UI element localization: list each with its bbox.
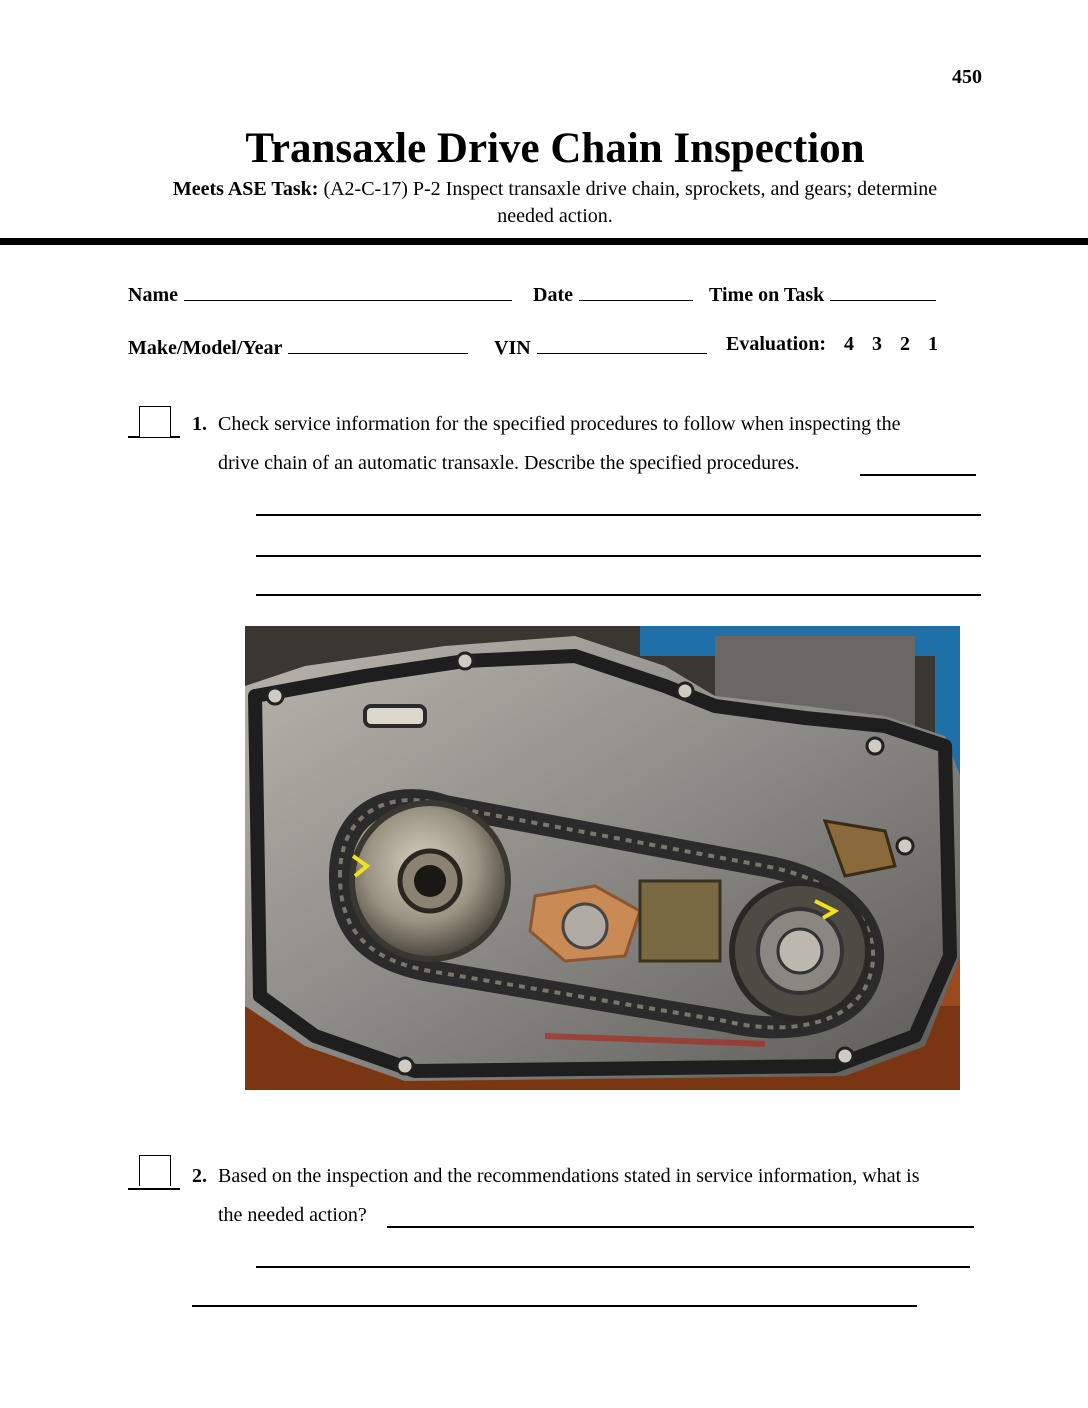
ase-task-continuation: needed action. bbox=[497, 205, 613, 227]
question-1-text-line-2: drive chain of an automatic transaxle. Describe the specified procedures. bbox=[218, 452, 800, 474]
question-1-answer-line[interactable] bbox=[256, 555, 981, 557]
question-2-answer-line[interactable] bbox=[192, 1305, 917, 1307]
question-2-checkbox-line bbox=[128, 1188, 180, 1190]
vin-label: VIN bbox=[494, 337, 531, 359]
make-model-year-field bbox=[128, 333, 468, 360]
vin-field bbox=[494, 333, 707, 360]
time-on-task-label: Time on Task bbox=[709, 284, 825, 306]
header-divider bbox=[0, 238, 1088, 245]
date-label: Date bbox=[533, 284, 573, 306]
question-2-number: 2. bbox=[192, 1165, 207, 1187]
question-2-text-line-1: Based on the inspection and the recommendations stated in service information, what is bbox=[218, 1165, 920, 1187]
vin-blank[interactable] bbox=[537, 333, 707, 354]
make-model-year-blank[interactable] bbox=[288, 333, 468, 354]
page-title: Transaxle Drive Chain Inspection bbox=[245, 125, 865, 172]
evaluation-score-4[interactable]: 4 bbox=[844, 333, 855, 355]
make-model-year-label: Make/Model/Year bbox=[128, 337, 283, 359]
name-field bbox=[128, 280, 512, 307]
question-1-answer-line[interactable] bbox=[256, 594, 981, 596]
question-2-text-line-2: the needed action? bbox=[218, 1204, 367, 1226]
question-2-checkbox[interactable] bbox=[139, 1155, 171, 1186]
time-on-task-field bbox=[709, 280, 936, 307]
date-field bbox=[533, 280, 693, 307]
evaluation-field bbox=[726, 333, 938, 356]
question-1-text-line-1: Check service information for the specified procedures to follow when inspecting the bbox=[218, 413, 901, 435]
evaluation-score-1[interactable]: 1 bbox=[928, 333, 939, 355]
question-1-checkbox[interactable] bbox=[139, 406, 171, 437]
question-2-answer-line[interactable] bbox=[256, 1266, 970, 1268]
ase-task-description: (A2-C-17) P-2 Inspect transaxle drive chain, sprockets, and gears; determine bbox=[323, 178, 938, 200]
date-blank[interactable] bbox=[579, 280, 693, 301]
question-1-answer-line[interactable] bbox=[860, 474, 976, 476]
transaxle-drive-chain-photo bbox=[245, 626, 960, 1090]
ase-task-label: Meets ASE Task: bbox=[172, 178, 319, 200]
question-2-answer-line[interactable] bbox=[387, 1226, 974, 1228]
evaluation-score-2[interactable]: 2 bbox=[900, 333, 911, 355]
page-number: 450 bbox=[952, 66, 982, 88]
name-label: Name bbox=[128, 284, 178, 306]
time-on-task-blank[interactable] bbox=[830, 280, 936, 301]
ase-task-line bbox=[0, 178, 1088, 201]
name-blank[interactable] bbox=[184, 280, 512, 301]
question-1-answer-line[interactable] bbox=[256, 514, 981, 516]
question-1-number: 1. bbox=[192, 413, 207, 435]
evaluation-label: Evaluation: bbox=[726, 333, 827, 355]
evaluation-score-3[interactable]: 3 bbox=[872, 333, 883, 355]
